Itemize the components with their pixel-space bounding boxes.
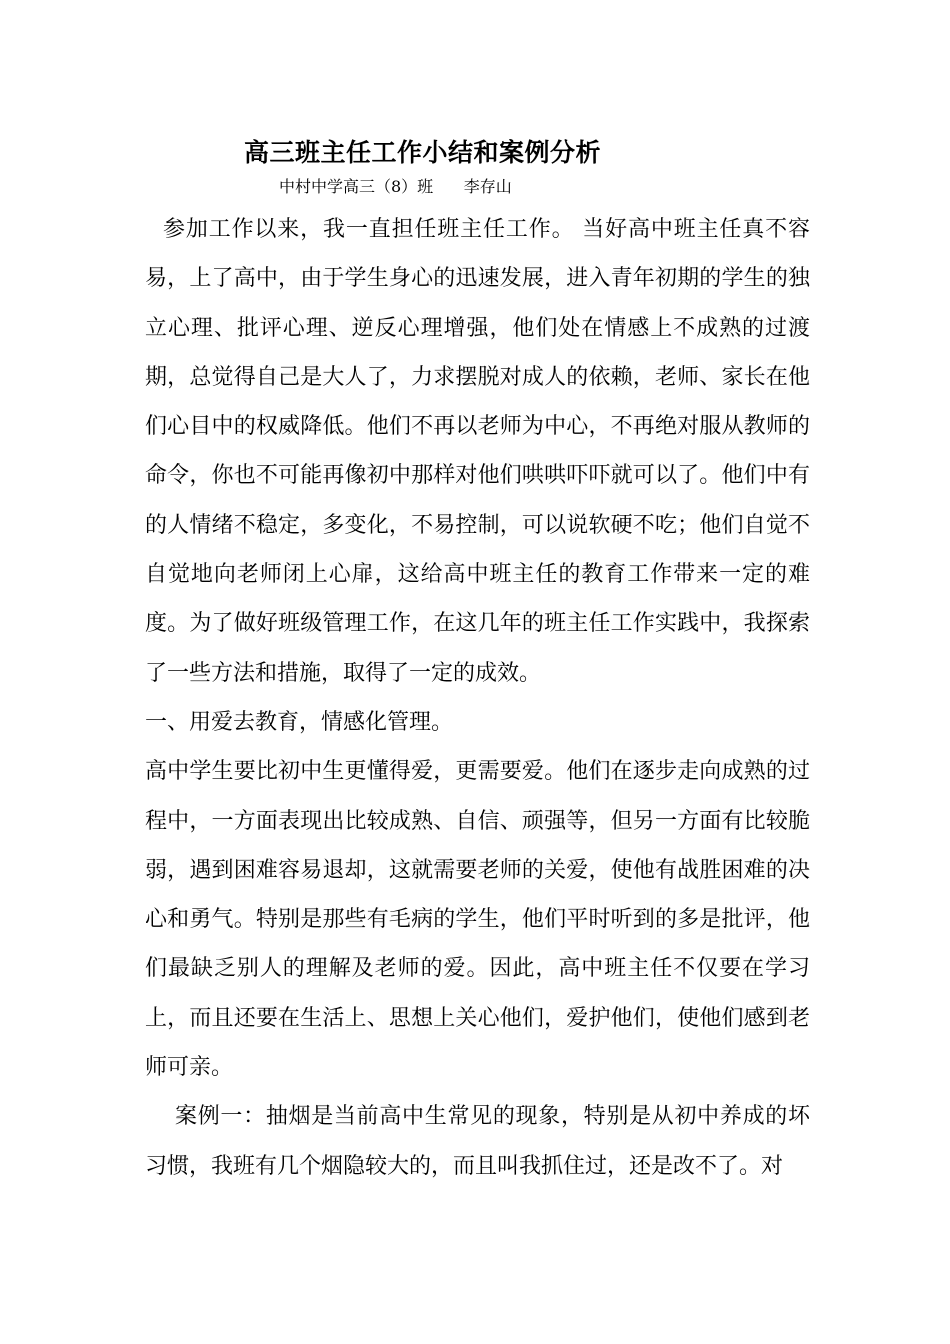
paragraph-case-one: 案例一：抽烟是当前高中生常见的现象，特别是从初中养成的坏习惯，我班有几个烟隐较大的，而且叫我抓住过，还是改不了。对 — [145, 1104, 810, 1179]
document-title: 高三班主任工作小结和案例分析 — [244, 138, 602, 167]
section-heading-1: 一、用爱去教育，情感化管理。 — [145, 709, 454, 735]
paragraph-love-education: 高中学生要比初中生更懂得爱，更需要爱。他们在逐步走向成熟的过程中，一方面表现出比较成熟、自信、顽强等，但另一方面有比较脆弱，遇到困难容易退却，这就需要老师的关爱，使他有战胜困难的决心和勇气。特别是那些有毛病的学生，他们平时听到的多是批评，他们最缺乏别人的理解及老师的爱。因此，高中班主任不仅要在学习上，而且还要在生活上、思想上关心他们，爱护他们，使他们感到老师可亲。 — [145, 759, 810, 1081]
paragraph-intro: 参加工作以来，我一直担任班主任工作。 当好高中班主任真不容易，上了高中，由于学生身心的迅速发展，进入青年初期的学生的独立心理、批评心理、逆反心理增强，他们处在情感上不成熟的过渡期，总觉得自己是大人了，力求摆脱对成人的依赖，老师、家长在他们心目中的权威降低。他们不再以老师为中心，不再绝对服从教师的命令，你也不可能再像初中那样对他们哄哄吓吓就可以了。他们中有的人情绪不稳定，多变化，不易控制，可以说软硬不吃；他们自觉不自觉地向老师闭上心扉，这给高中班主任的教育工作带来一定的难度。为了做好班级管理工作，在这几年的班主任工作实践中，我探索了一些方法和措施，取得了一定的成效。 — [145, 217, 810, 686]
document-body — [145, 205, 810, 1191]
document-byline: 中村中学高三（8）班 李存山 — [279, 177, 512, 196]
